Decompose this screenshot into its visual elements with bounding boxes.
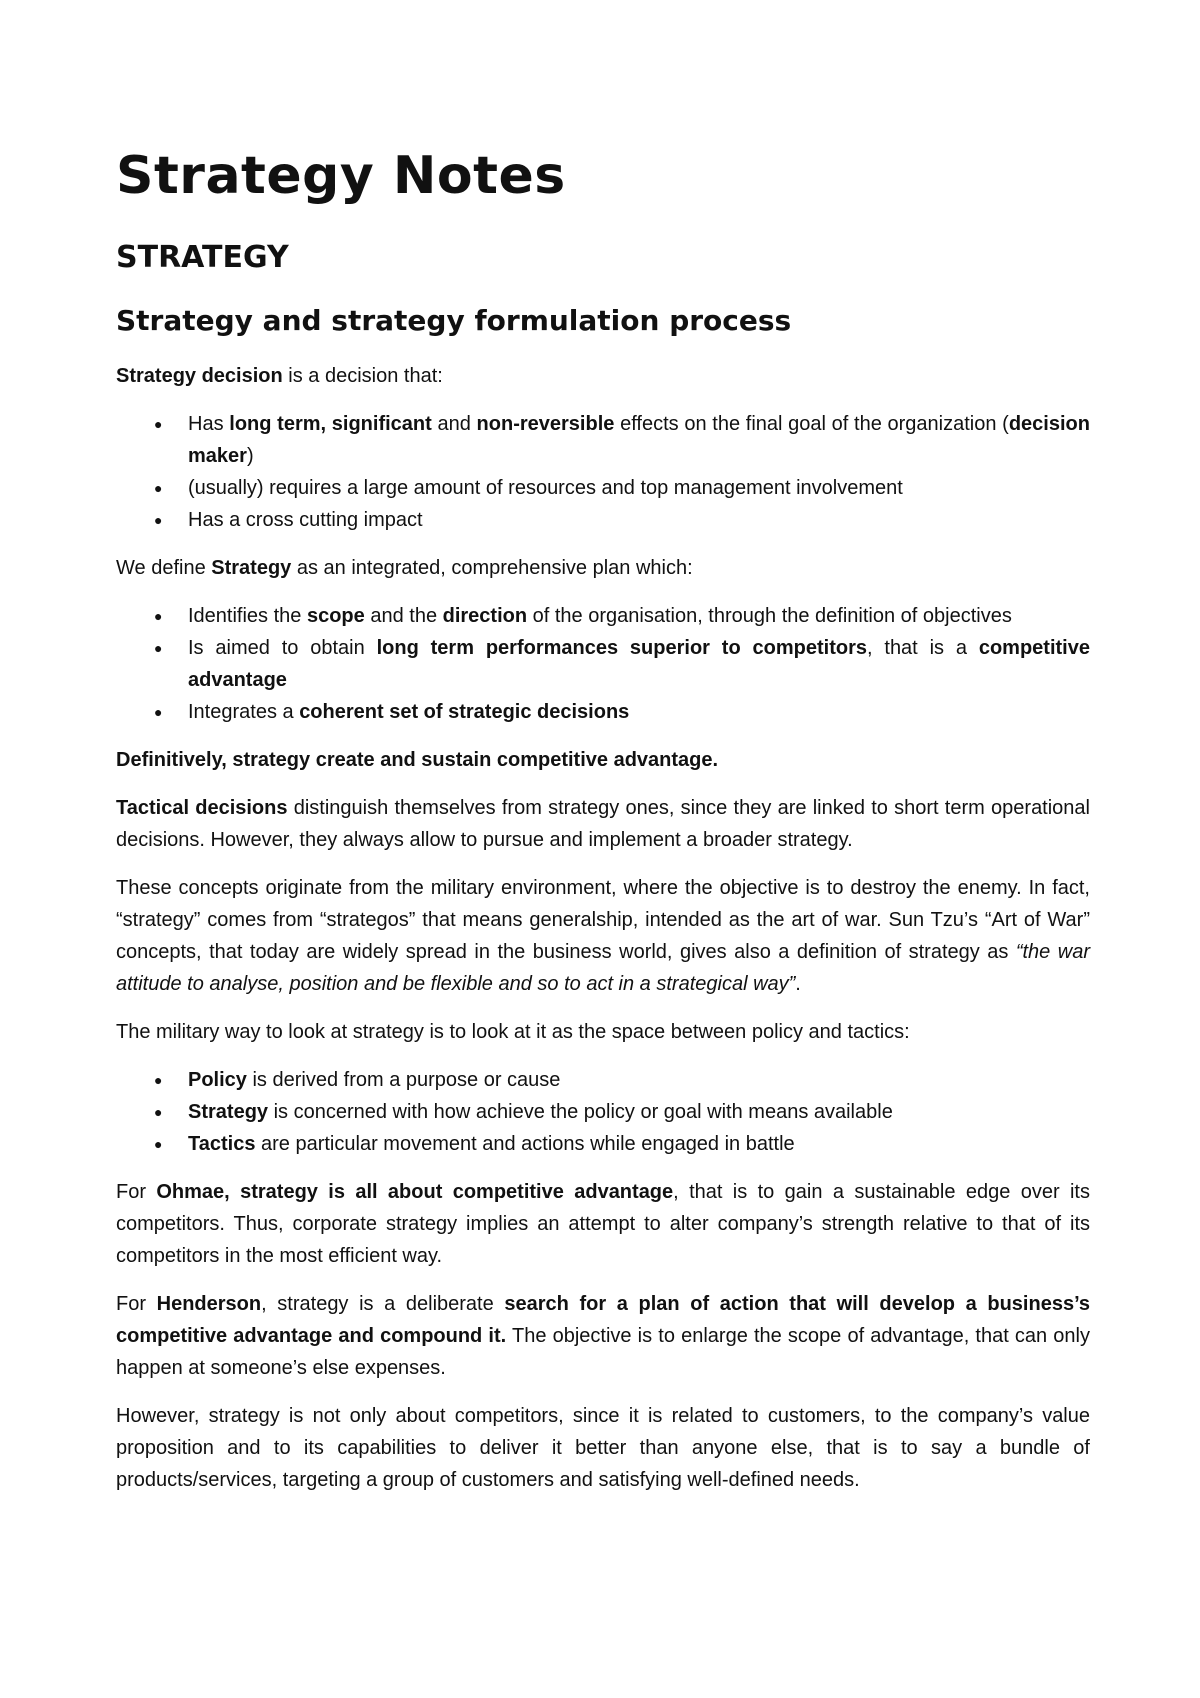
paragraph-military-way: The military way to look at strategy is to look at it as the space between policy and tactics: [116, 1021, 910, 1043]
paragraph-strategy-decision: Strategy decision is a decision that: [116, 365, 443, 387]
list-plan-traits [116, 600, 1090, 728]
list-item: ● Identifies the scope and the direction of the organisation, through the definition of objectives [188, 600, 1090, 632]
paragraph-ohmae: For Ohmae, strategy is all about competitive advantage, that is to gain a sustainable edge over its competitors. Thus, corporate strategy implies an attempt to alter company’s strength relative to that of its competitors in the most efficient way. [116, 1181, 1090, 1267]
document-title: Strategy Notes [116, 146, 566, 206]
list-item: ● Integrates a coherent set of strategic decisions [188, 696, 1090, 728]
list-decision-traits [116, 408, 1090, 536]
paragraph-definitively: Definitively, strategy create and sustain competitive advantage. [116, 749, 719, 771]
paragraph-military-origin: These concepts originate from the military environment, where the objective is to destroy the enemy. In fact, “strategy” comes from “strategos” that means generalship, intended as the art of war. Sun Tzu’s “Art of War” concepts, that today are widely spread in the business world, gives also a definition of strategy as “the war attitude to analyse, position and be flexible and so to act in a strategical way”. [116, 877, 1090, 995]
heading-strategy: STRATEGY [116, 240, 289, 275]
list-policy-strategy-tactics [116, 1064, 1090, 1160]
list-item: ● Has long term, significant and non-reversible effects on the final goal of the organization (decision maker) [188, 408, 1090, 472]
list-item: ● Strategy is concerned with how achieve the policy or goal with means available [188, 1096, 1090, 1128]
list-item: ● Tactics are particular movement and actions while engaged in battle [188, 1128, 1090, 1160]
paragraph-customers: However, strategy is not only about competitors, since it is related to customers, to the company’s value proposition and to its capabilities to deliver it better than anyone else, that is to say a bundle of products/services, targeting a group of customers and satisfying well-defined needs. [116, 1405, 1090, 1491]
heading-formulation-process: Strategy and strategy formulation process [116, 304, 792, 337]
paragraph-tactical-decisions: Tactical decisions distinguish themselves from strategy ones, since they are linked to short term operational decisions. However, they always allow to pursue and implement a broader strategy. [116, 797, 1090, 851]
list-item: ● Has a cross cutting impact [188, 504, 1090, 536]
list-item: ● (usually) requires a large amount of resources and top management involvement [188, 472, 1090, 504]
paragraph-strategy-definition: We define Strategy as an integrated, comprehensive plan which: [116, 557, 693, 579]
paragraph-henderson: For Henderson, strategy is a deliberate search for a plan of action that will develop a business’s competitive advantage and compound it. The objective is to enlarge the scope of advantage, that can only happen at someone’s else expenses. [116, 1293, 1091, 1379]
list-item: ● Policy is derived from a purpose or cause [188, 1064, 1090, 1096]
list-item: ● Is aimed to obtain long term performances superior to competitors, that is a competitive advantage [188, 632, 1090, 696]
